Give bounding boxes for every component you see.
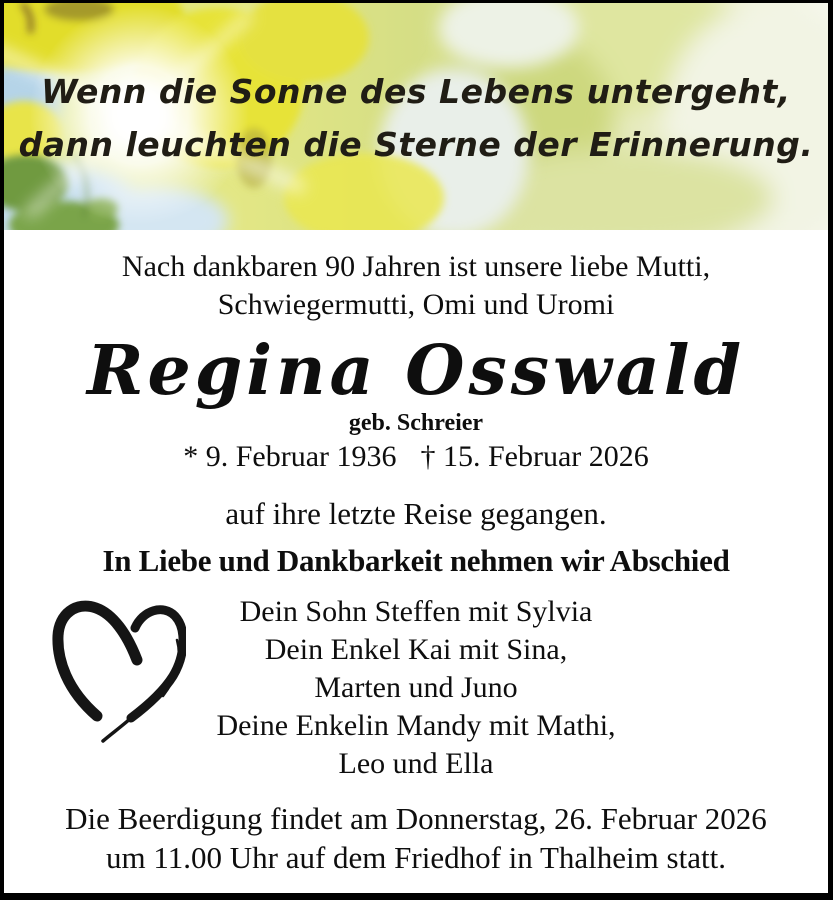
memorial-quote: [4, 65, 828, 171]
death-date: † 15. Februar 2026: [420, 440, 649, 473]
quote-line-1: Wenn die Sonne des Lebens untergeht,: [41, 72, 791, 111]
deceased-name: Regina Osswald: [86, 331, 746, 411]
mourner-line: Marten und Juno: [314, 671, 518, 704]
funeral-line-1: Die Beerdigung findet am Donnerstag, 26. Februar 2026: [65, 801, 767, 836]
funeral-line-2: um 11.00 Uhr auf dem Friedhof in Thalheim statt.: [106, 840, 726, 875]
intro-line-1: Nach dankbaren 90 Jahren ist unsere liebe Mutti,: [121, 250, 711, 283]
intro-line-2: Schwiegermutti, Omi und Uromi: [217, 288, 615, 321]
mourner-line: Leo und Ella: [338, 747, 494, 780]
abschied-line: In Liebe und Dankbarkeit nehmen wir Abschied: [102, 543, 730, 578]
mourner-line: Dein Sohn Steffen mit Sylvia: [239, 595, 593, 628]
funeral-info: [4, 799, 828, 877]
quote-line-2: dann leuchten die Sterne der Erinnerung.: [18, 125, 814, 164]
mourner-line: Deine Enkelin Mandy mit Mathi,: [216, 709, 616, 742]
birth-date: * 9. Februar 1936: [183, 440, 397, 473]
life-dates: [4, 438, 828, 476]
card-inner: [4, 3, 828, 893]
maiden-name: geb. Schreier: [348, 410, 484, 436]
heart-icon: [51, 598, 186, 748]
journey-line: auf ihre letzte Reise gegangen.: [225, 496, 607, 531]
banner-photo: [4, 3, 828, 230]
obituary-text: [4, 248, 828, 877]
mourner-line: Dein Enkel Kai mit Sina,: [264, 633, 568, 666]
